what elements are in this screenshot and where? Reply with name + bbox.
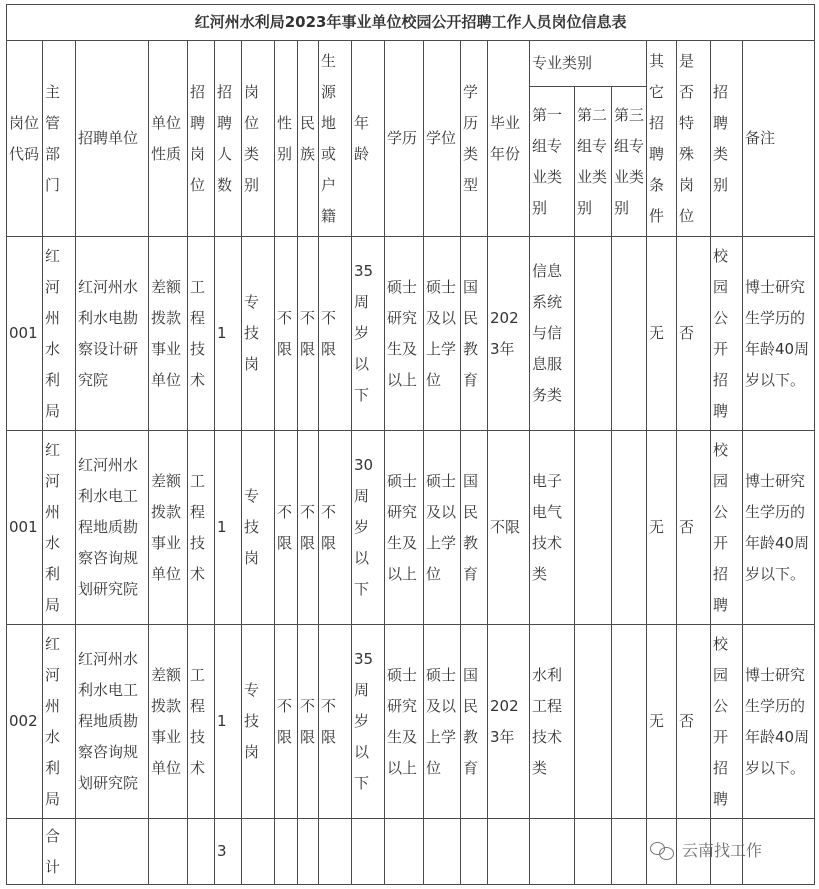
cell-recruit-type: 校园公开招聘 bbox=[711, 625, 743, 819]
header-post-type: 岗位类别 bbox=[242, 41, 275, 237]
cell-remarks: 博士研究生学历的年龄40周岁以下。 bbox=[743, 625, 815, 819]
cell-major2 bbox=[575, 625, 612, 819]
cell-major1: 水利工程技术类 bbox=[530, 625, 575, 819]
cell-major1: 电子电气技术类 bbox=[530, 431, 575, 625]
cell-degree: 硕士及以上学位 bbox=[424, 625, 461, 819]
cell-major3 bbox=[612, 625, 647, 819]
header-grad-year: 毕业年份 bbox=[488, 41, 530, 237]
cell-grad-year: 2023年 bbox=[488, 625, 530, 819]
cell-other: 无 bbox=[647, 431, 677, 625]
watermark-text: 云南找工作 bbox=[682, 841, 763, 860]
header-major-group: 专业类别 bbox=[530, 41, 647, 87]
cell-unit: 红河州水利水电工程地质勘察咨询规划研究院 bbox=[76, 625, 149, 819]
cell-dept: 红河州水利局 bbox=[43, 431, 76, 625]
table-row bbox=[7, 625, 815, 819]
cell-post: 工程技术 bbox=[188, 237, 215, 431]
cell-special: 否 bbox=[677, 625, 711, 819]
cell-other: 无 bbox=[647, 625, 677, 819]
table-row bbox=[7, 431, 815, 625]
header-count: 招聘人数 bbox=[215, 41, 242, 237]
cell-post: 工程技术 bbox=[188, 431, 215, 625]
cell-grad-year: 不限 bbox=[488, 431, 530, 625]
cell-ethnicity: 不限 bbox=[298, 237, 319, 431]
cell-edu-type: 国民教育 bbox=[461, 431, 488, 625]
cell-unit: 红河州水利水电工程地质勘察咨询规划研究院 bbox=[76, 431, 149, 625]
cell-code: 001 bbox=[7, 237, 43, 431]
cell-origin: 不限 bbox=[319, 625, 352, 819]
cell-origin: 不限 bbox=[319, 237, 352, 431]
cell-nature: 差额拨款事业单位 bbox=[149, 625, 188, 819]
cell-major2 bbox=[575, 431, 612, 625]
cell-major2 bbox=[575, 237, 612, 431]
cell-special: 否 bbox=[677, 237, 711, 431]
cell-gender: 不限 bbox=[275, 237, 298, 431]
cell-post: 工程技术 bbox=[188, 625, 215, 819]
cell-recruit-type: 校园公开招聘 bbox=[711, 237, 743, 431]
cell-origin: 不限 bbox=[319, 431, 352, 625]
header-other: 其它招聘条件 bbox=[647, 41, 677, 237]
header-major2: 第二组专业类别 bbox=[575, 87, 612, 237]
header-edu-type: 学历类型 bbox=[461, 41, 488, 237]
job-info-table bbox=[6, 4, 815, 885]
header-gender: 性别 bbox=[275, 41, 298, 237]
cell-dept: 红河州水利局 bbox=[43, 237, 76, 431]
header-recruit-type: 招聘类别 bbox=[711, 41, 743, 237]
cell-remarks: 博士研究生学历的年龄40周岁以下。 bbox=[743, 431, 815, 625]
table-title: 红河州水利局2023年事业单位校园公开招聘工作人员岗位信息表 bbox=[7, 5, 815, 41]
cell-code: 001 bbox=[7, 431, 43, 625]
cell-nature: 差额拨款事业单位 bbox=[149, 237, 188, 431]
cell-count: 1 bbox=[215, 431, 242, 625]
cell-dept: 红河州水利局 bbox=[43, 625, 76, 819]
cell-edu-type: 国民教育 bbox=[461, 625, 488, 819]
cell-edu-type: 国民教育 bbox=[461, 237, 488, 431]
cell-ethnicity: 不限 bbox=[298, 625, 319, 819]
cell-remarks: 博士研究生学历的年龄40周岁以下。 bbox=[743, 237, 815, 431]
watermark bbox=[650, 838, 762, 861]
header-major3: 第三组专业类别 bbox=[612, 87, 647, 237]
cell-gender: 不限 bbox=[275, 431, 298, 625]
cell-degree: 硕士及以上学位 bbox=[424, 431, 461, 625]
cell-other: 无 bbox=[647, 237, 677, 431]
total-label: 合计 bbox=[43, 819, 76, 885]
cell-nature: 差额拨款事业单位 bbox=[149, 431, 188, 625]
header-code: 岗位代码 bbox=[7, 41, 43, 237]
header-post: 招聘岗位 bbox=[188, 41, 215, 237]
cell-grad-year: 2023年 bbox=[488, 237, 530, 431]
cell-degree: 硕士及以上学位 bbox=[424, 237, 461, 431]
cell-age: 35周岁以下 bbox=[352, 237, 385, 431]
cell-age: 30周岁以下 bbox=[352, 431, 385, 625]
cell-age: 35周岁以下 bbox=[352, 625, 385, 819]
cell-post-type: 专技岗 bbox=[242, 237, 275, 431]
header-education: 学历 bbox=[385, 41, 424, 237]
header-unit: 招聘单位 bbox=[76, 41, 149, 237]
cell-gender: 不限 bbox=[275, 625, 298, 819]
cell-recruit-type: 校园公开招聘 bbox=[711, 431, 743, 625]
cell-code: 002 bbox=[7, 625, 43, 819]
cell-special: 否 bbox=[677, 431, 711, 625]
cell-education: 硕士研究生及以上 bbox=[385, 431, 424, 625]
header-remarks: 备注 bbox=[743, 41, 815, 237]
header-ethnicity: 民族 bbox=[298, 41, 319, 237]
cell-post-type: 专技岗 bbox=[242, 625, 275, 819]
header-dept: 主管部门 bbox=[43, 41, 76, 237]
header-major1: 第一组专业类别 bbox=[530, 87, 575, 237]
cell-post-type: 专技岗 bbox=[242, 431, 275, 625]
cell-ethnicity: 不限 bbox=[298, 431, 319, 625]
header-origin: 生源地或户籍 bbox=[319, 41, 352, 237]
total-code bbox=[7, 819, 43, 885]
wechat-icon bbox=[650, 840, 676, 860]
table-row bbox=[7, 237, 815, 431]
cell-major1: 信息系统与信息服务类 bbox=[530, 237, 575, 431]
total-count: 3 bbox=[215, 819, 242, 885]
header-degree: 学位 bbox=[424, 41, 461, 237]
cell-count: 1 bbox=[215, 237, 242, 431]
header-age: 年龄 bbox=[352, 41, 385, 237]
cell-count: 1 bbox=[215, 625, 242, 819]
cell-education: 硕士研究生及以上 bbox=[385, 625, 424, 819]
cell-major3 bbox=[612, 431, 647, 625]
header-special: 是否特殊岗位 bbox=[677, 41, 711, 237]
cell-education: 硕士研究生及以上 bbox=[385, 237, 424, 431]
cell-unit: 红河州水利水电勘察设计研究院 bbox=[76, 237, 149, 431]
cell-major3 bbox=[612, 237, 647, 431]
header-nature: 单位性质 bbox=[149, 41, 188, 237]
